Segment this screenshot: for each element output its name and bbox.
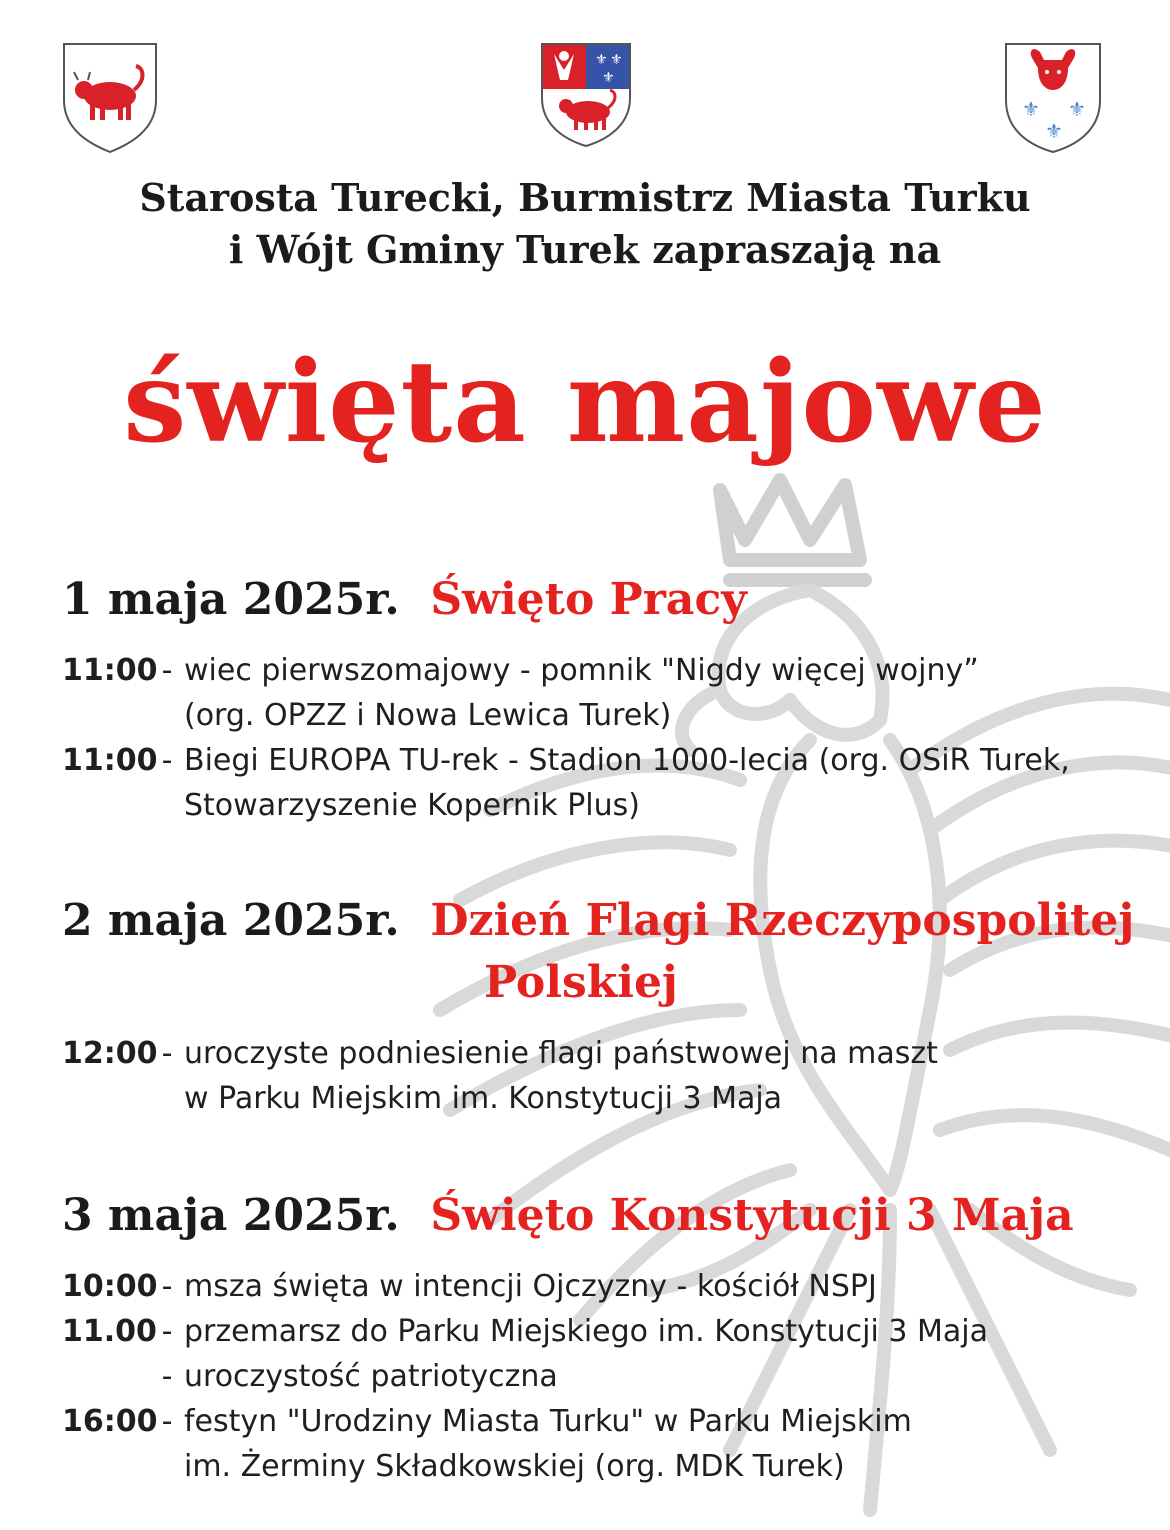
day-holiday-name: Święto Pracy — [430, 574, 747, 625]
day-title — [62, 893, 1142, 1011]
event-dash: - — [161, 1036, 173, 1071]
event-description — [180, 738, 1142, 828]
event-line: Stowarzyszenie Kopernik Plus) — [184, 788, 640, 823]
event-dash: - — [161, 1359, 173, 1394]
event-time: 11:00 — [62, 653, 158, 688]
event-dash: - — [161, 653, 173, 688]
event-dash: - — [161, 1269, 173, 1304]
eagle-lilies-bull-coat-of-arms-icon — [538, 40, 634, 148]
event-line: (org. OPZZ i Nowa Lewica Turek) — [184, 698, 672, 733]
svg-text:⚜: ⚜ — [1022, 97, 1040, 121]
page-title: święta majowe — [123, 337, 1047, 468]
bull-coat-of-arms-icon — [60, 40, 160, 154]
event-list — [62, 1264, 1142, 1489]
event-item — [62, 1399, 1142, 1489]
event-time: 10:00 — [62, 1269, 158, 1304]
event-item — [62, 1309, 1142, 1354]
event-time: 11:00 — [62, 743, 158, 778]
event-dash: - — [161, 743, 173, 778]
event-line: w Parku Miejskim im. Konstytucji 3 Maja — [184, 1081, 783, 1116]
event-line: im. Żerminy Składkowskiej (org. MDK Turek) — [184, 1449, 845, 1484]
day-title — [62, 1188, 1142, 1244]
event-description — [180, 1031, 1142, 1121]
svg-text:⚜: ⚜ — [595, 52, 608, 68]
event-line: festyn "Urodziny Miasta Turku" w Parku Miejskim — [184, 1404, 912, 1439]
event-description — [180, 1354, 1142, 1399]
svg-text:⚜: ⚜ — [610, 52, 623, 68]
event-item — [62, 738, 1142, 828]
svg-text:⚜: ⚜ — [1068, 97, 1086, 121]
day-title — [62, 572, 1142, 628]
day-date: 3 maja 2025r. — [62, 1190, 400, 1241]
event-line: wiec pierwszomajowy - pomnik "Nigdy więcej wojny” — [184, 653, 979, 688]
header-line-2: i Wójt Gminy Turek zapraszają na — [228, 227, 942, 272]
event-time: 16:00 — [62, 1404, 158, 1439]
day-date: 2 maja 2025r. — [62, 895, 400, 946]
event-item — [62, 1031, 1142, 1121]
day-holiday-name-line-2: Polskiej — [484, 957, 678, 1008]
event-line: msza święta w intencji Ojczyzny - kościół NSPJ — [184, 1269, 877, 1304]
event-time: 12:00 — [62, 1036, 158, 1071]
day-section-3 — [62, 1188, 1142, 1489]
day-section-1 — [62, 572, 1142, 828]
event-description — [180, 1264, 1142, 1309]
day-holiday-name: Święto Konstytucji 3 Maja — [430, 1190, 1074, 1241]
event-dash: - — [161, 1314, 173, 1349]
event-line: uroczystość patriotyczna — [184, 1359, 558, 1394]
bull-head-lilies-coat-of-arms-icon — [1002, 40, 1104, 154]
svg-text:⚜: ⚜ — [1045, 119, 1063, 143]
event-list — [62, 648, 1142, 828]
day-holiday-name: Dzień Flagi Rzeczypospolitej — [430, 895, 1135, 946]
event-line: przemarsz do Parku Miejskiego im. Konstytucji 3 Maja — [184, 1314, 988, 1349]
event-line: uroczyste podniesienie flagi państwowej na maszt — [184, 1036, 938, 1071]
event-line: Biegi EUROPA TU-rek - Stadion 1000-lecia (org. OSiR Turek, — [184, 743, 1070, 778]
day-section-2 — [62, 893, 1142, 1121]
event-dash: - — [161, 1404, 173, 1439]
event-description — [180, 1399, 1142, 1489]
event-description — [180, 648, 1142, 738]
header-line-1: Starosta Turecki, Burmistrz Miasta Turku — [139, 175, 1031, 220]
event-item — [62, 1264, 1142, 1309]
svg-text:⚜: ⚜ — [602, 70, 615, 86]
event-description — [180, 1309, 1142, 1354]
event-time: 11.00 — [62, 1314, 157, 1349]
event-list — [62, 1031, 1142, 1121]
event-item — [62, 1354, 1142, 1399]
invitation-header — [0, 172, 1170, 276]
day-date: 1 maja 2025r. — [62, 574, 400, 625]
event-item — [62, 648, 1142, 738]
